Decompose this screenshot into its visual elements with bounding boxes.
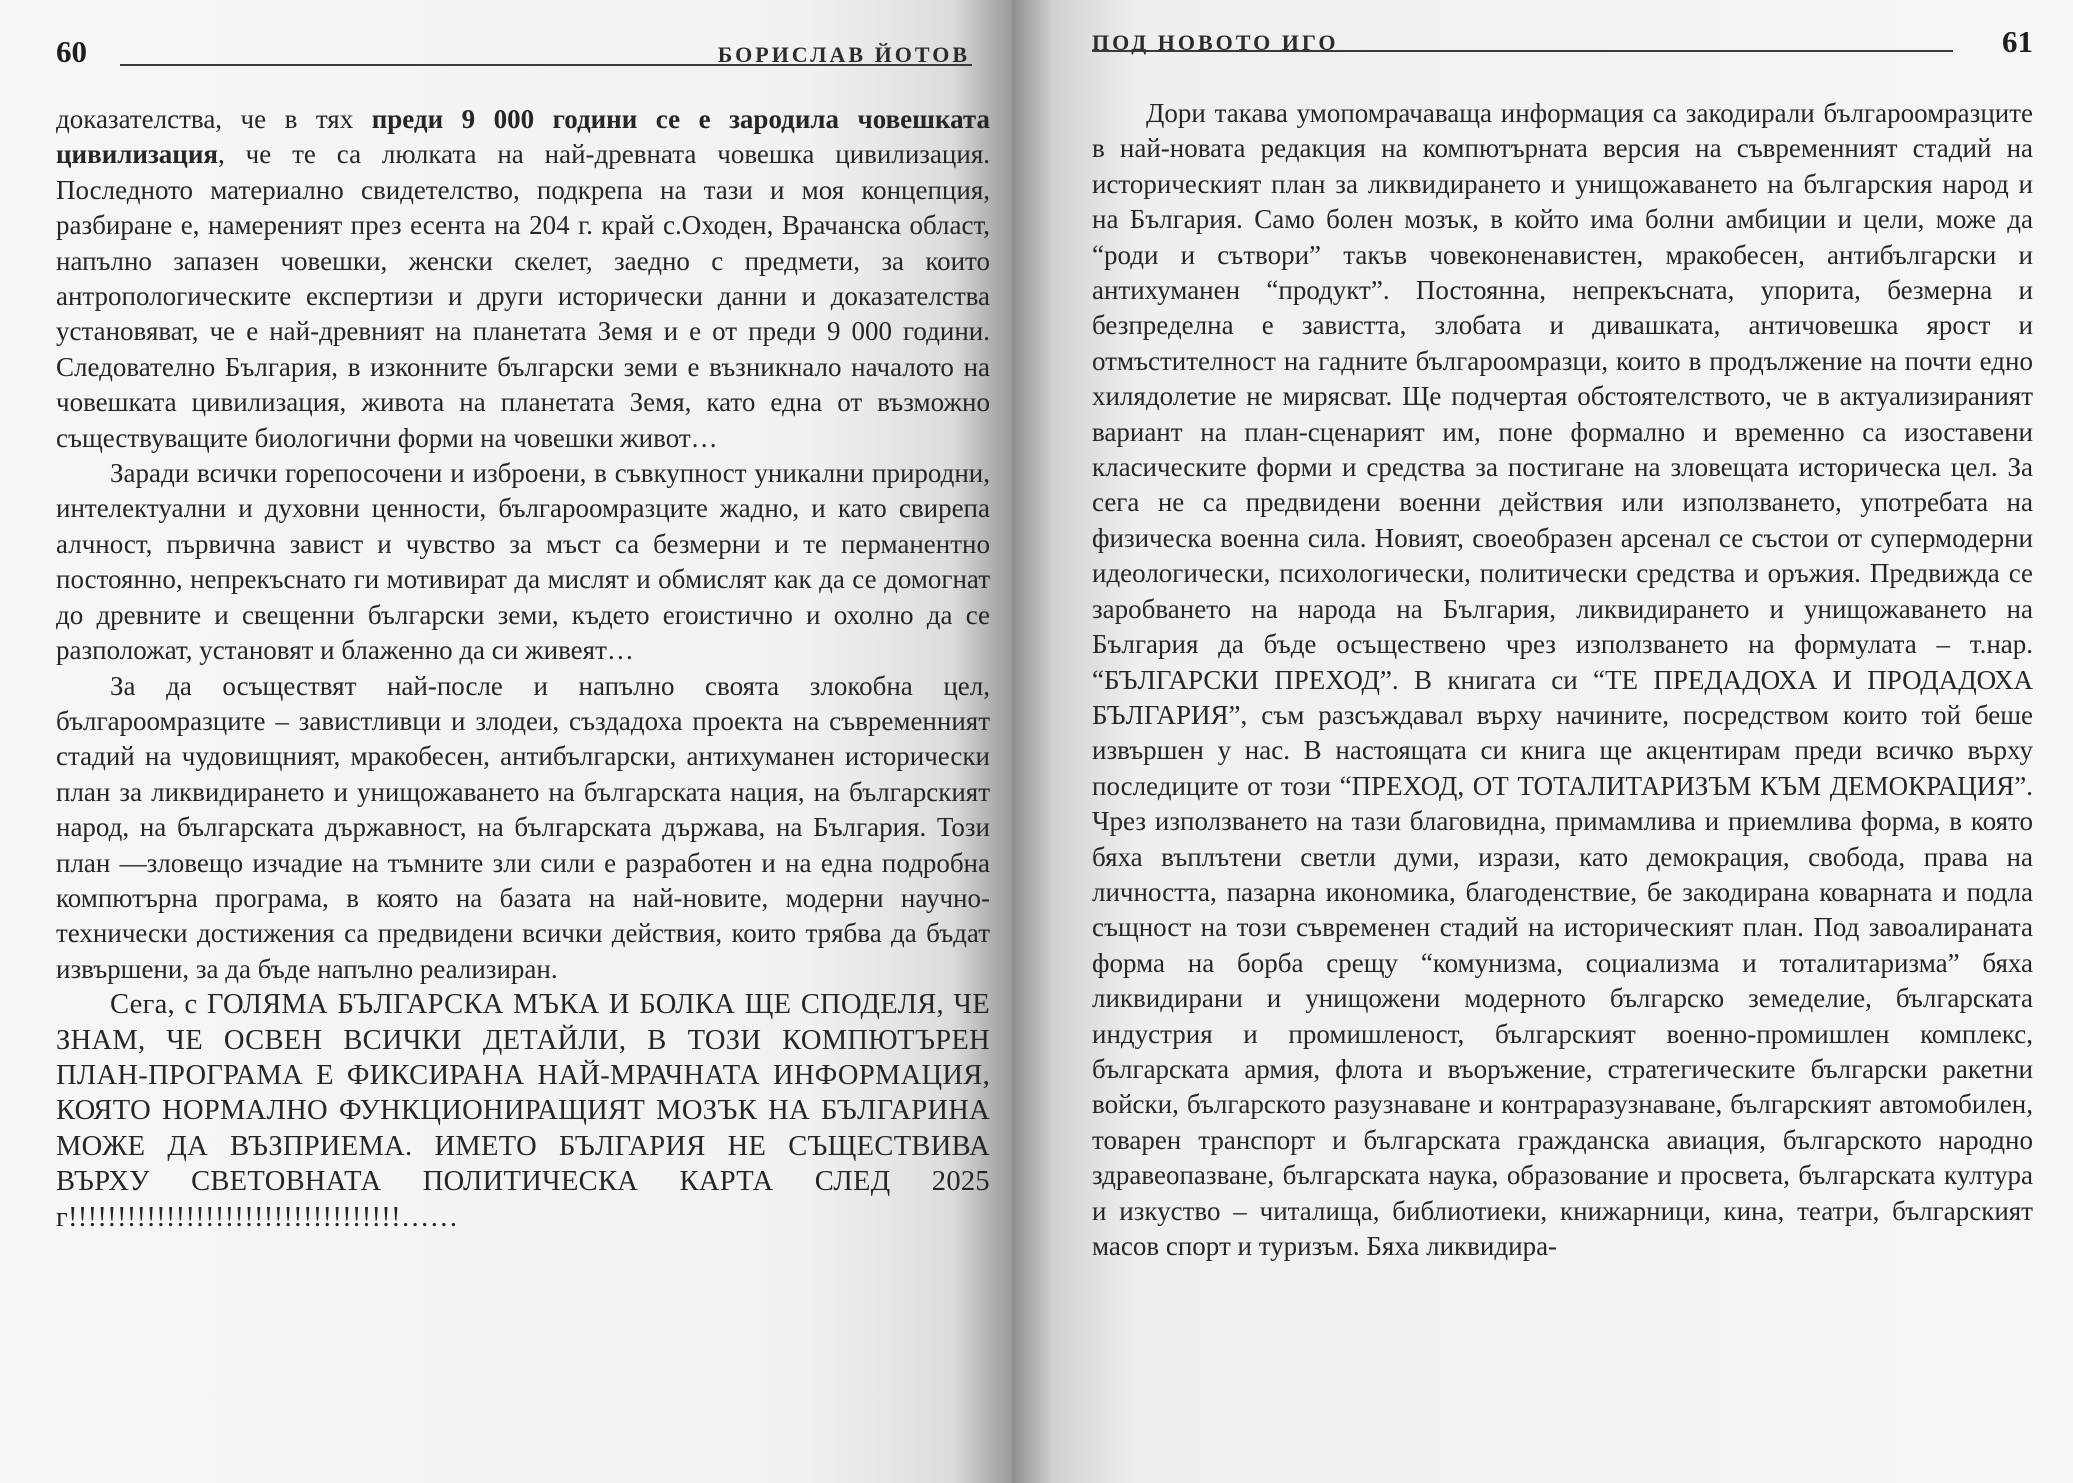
paragraph: Дори такава умопомрачаваща информация са закодирали българоомразците в най-новата редакция на компютърната версия на съвременният стадий на историческият план за ликвидирането и унищожаването на българския народ и на България. Само болен мозък, в който има болни амбиции и цели, може да “роди и сътвори” такъв човеконенавистен, мракобесен, антибългарски и антихуманен “продукт”. Постоянна, непрекъсната, упорита, безмерна и безпределна е завистта, злобата и дивашката, античовешка ярост и отмъстителност на гадните българоомразци, които в продължение на почти едно хилядолетие не мирясват. Ще подчертая обстоятелството, че в актуализираният вариант на план-сценарият им, поне формално и временно са изоставени класическите форми и средства за постигане на зловещата историческа цел. За сега не са предвидени военни действия или използването, употребата на физическа военна сила. Новият, своеобразен арсенал се състои от супермодерни идеологически, психологически, политически средства и оръжия. Предвижда се заробването на народа на България, ликвидирането и унищожаването на България да бъде осъществено чрез използването на формулата – т.нар. “БЪЛГАРСКИ ПРЕХОД”. В книгата си “ТЕ ПРЕДАДОХА И ПРОДАДОХА БЪЛГАРИЯ”, съм разсъждавал върху начините, посредством които той беше извършен у нас. В настоящата си книга ще акцентирам преди всичко върху последиците от този “ПРЕХОД, ОТ ТОТАЛИТАРИЗЪМ КЪМ ДЕМОКРАЦИЯ”. Чрез използването на тази благовидна, примамлива и приемлива форма, в която бяха въплътени светли думи, изрази, като демокрация, свобода, права на личността, пазарна икономика, благоденствие, бе закодирана коварната и подла същност на този съвременен стадий на историческият план. Под завоалираната форма на борба срещу “комунизма, социализма и тоталитаризма” бяха ликвидирани и унищожени модерното българско земеделие, българската индустрия и промишленост, българският военно-промишлен комплекс, българската армия, флота и въоръжение, стратегическите български ракетни войски, българското разузнаване и контраразузнаване, българският автомобилен, товарен транспорт и българската гражданска авиация, българското народно здравеопазване, българската наука, образование и просвета, българската култура и изкуство – читалища, библиотиеки, книжарници, кина, театри, българският масов спорт и туризъм. Бяха ликвидира-: [1092, 98, 2033, 1261]
running-head: БОРИСЛАВ ЙОТОВ: [717, 42, 970, 67]
right-page-header: [1092, 24, 2033, 74]
paragraph-caps-text: ГОЛЯМА БЪЛГАРСКА МЪКА И БОЛКА ЩЕ СПОДЕЛЯ, ЧЕ ЗНАМ, ЧЕ ОСВЕН ВСИЧКИ ДЕТАЙЛИ, В ТОЗИ КОМПЮТЪРЕН ПЛАН-ПРОГРАМА Е ФИКСИРАНА НАЙ-МРАЧНАТА ИНФОРМАЦИЯ, КОЯТО НОРМАЛНО ФУНКЦИОНИРАЩИЯТ МОЗЪК НА БЪЛГАРИНА МОЖЕ ДА ВЪЗПРИЕМА. ИМЕТО БЪЛГАРИЯ НЕ СЪЩЕСТВИВА ВЪРХУ СВЕТОВНАТА ПОЛИТИЧЕСКА КАРТА СЛЕД 2025 г!!!!!!!!!!!!!!!!!!!!!!!!!!!!!!!!!!……: [56, 989, 990, 1233]
paragraph-bold-text: преди 9 000 години се е зародила човешката цивилизация: [56, 104, 990, 170]
header-rule: [1092, 50, 1953, 52]
running-head: ПОД НОВОТО ИГО: [1092, 30, 1339, 55]
left-page-header: [56, 30, 990, 80]
paragraph: [56, 102, 990, 456]
paragraph-text: доказателства, че в тях: [56, 104, 372, 134]
paragraph: [56, 987, 990, 1235]
left-page: [0, 0, 1012, 1483]
right-page: [1012, 0, 2073, 1483]
paragraph: Заради всички горепосочени и изброени, в съвкупност уникални природни, интелектуални и духовни ценности, българоомразците жадно, и като свирепа алчност, първична завист и чувство за мъст са безмерни и те перманентно постоянно, непрекъснато ги мотивират да мислят и обмислят как да се домогнат до древните и свещенни български земи, където егоистично и охолно да се разположат, установят и блаженно да си живеят…: [56, 458, 990, 666]
paragraph: За да осъществят най-после и напълно своята злокобна цел, българоомразците – завистливци и злодеи, създадоха проекта на съвременният стадий на чудовищният, мракобесен, антибългарски, антихуманен исторически план за ликвидирането и унищожаването на българската нация, на българският народ, на българската държавност, на българската държава, на България. Този план —зловещо изчадие на тъмните зли сили е разработен и на една подробна компютърна програма, в която на базата на най-новите, модерни научно-технически достижения са предвидени всички действия, които трябва да бъдат извършени, за да бъде напълно реализиран.: [56, 670, 990, 984]
page-number: 60: [56, 34, 87, 69]
page-number: 61: [2002, 24, 2033, 59]
paragraph-text: , че те са люлката на най-древната човешка цивилизация. Последното материално свидетелство, подкрепа на тази и моя концепция, разбиране е, намереният през есента на 204 г. край с.Оходен, Врачанска област, напълно запазен човешки, женски скелет, заедно с предмети, за които антропологическите експертизи и други исторически данни и доказателства установяват, че е най-древният на планетата Земя и е от преди 9 000 години. Следователно България, в изконните български земи е възникнало началото на човешката цивилизация, живота на планетата Земя, като една от възможно съществуващите биологични форми на човешки живот…: [56, 139, 990, 453]
paragraph-text: Сега, с: [110, 989, 207, 1021]
